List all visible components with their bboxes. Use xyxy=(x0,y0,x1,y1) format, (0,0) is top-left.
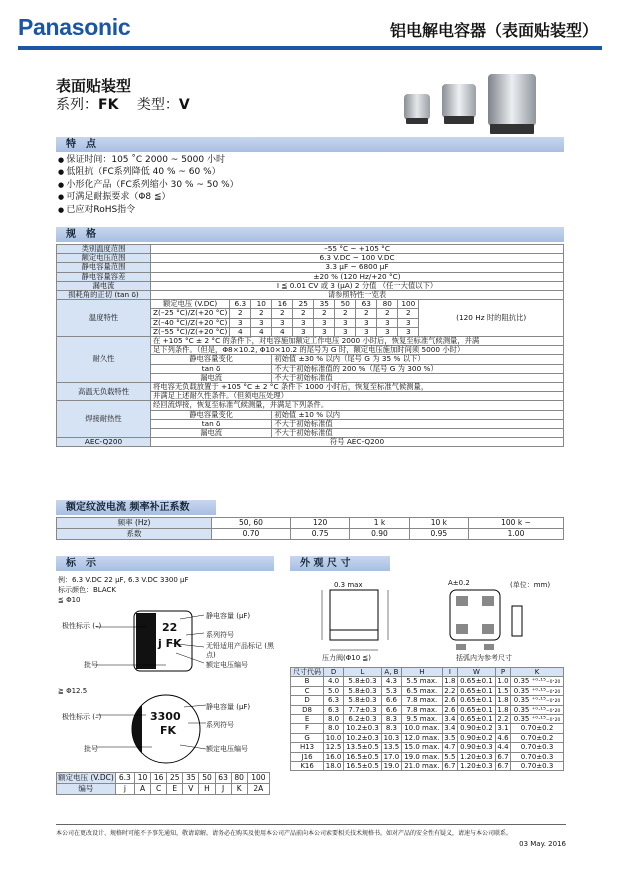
table-cell: 4.3 xyxy=(382,677,402,686)
table-cell: 4.4 xyxy=(497,743,509,752)
table-cell: 0.70±0.2 xyxy=(511,724,564,733)
series-line xyxy=(56,94,190,114)
table-cell: 2 xyxy=(398,309,419,318)
table-cell: 不大于初始标准值 xyxy=(272,373,564,382)
ripple-table xyxy=(56,517,564,540)
freq-label: 频率 (Hz) xyxy=(57,518,212,529)
table-cell: 1.8 xyxy=(497,696,509,705)
table-cell: 15.0 max. xyxy=(401,743,442,752)
table-cell: C xyxy=(291,686,324,695)
table-row xyxy=(291,762,564,771)
table-cell: 50 xyxy=(335,300,356,309)
table-cell: 10.2±0.3 xyxy=(343,733,381,742)
table-cell: 初始值 ±30 % 以内（尾号 G 为 35 % 以下） xyxy=(272,355,564,364)
table-cell: 6.3 xyxy=(115,773,134,784)
table-cell: 7.8 max. xyxy=(401,696,442,705)
table-cell: C xyxy=(151,784,167,795)
table-cell: 35 xyxy=(314,300,335,309)
spec-label: 类别温度范围 xyxy=(57,245,151,254)
table-row xyxy=(291,715,564,724)
table-row xyxy=(57,529,564,540)
table-cell: 5.8±0.3 xyxy=(343,696,381,705)
table-row xyxy=(291,677,564,686)
table-row xyxy=(57,245,564,254)
table-cell: 10.3 xyxy=(382,733,402,742)
table-cell: 0.95 xyxy=(409,529,468,540)
table-cell: 6.7 xyxy=(444,762,456,771)
table-cell: J16 xyxy=(291,752,324,761)
table-cell: 3 xyxy=(293,318,314,327)
table-cell: E xyxy=(291,715,324,724)
spec-label: 耐久性 xyxy=(57,337,151,383)
table-cell: 1 k xyxy=(350,518,409,529)
table-cell: 10 xyxy=(134,773,150,784)
table-cell: 5.0 xyxy=(324,686,344,695)
table-cell: 6.6 xyxy=(382,705,402,714)
table-cell: 5.8±0.3 xyxy=(343,677,381,686)
series-label: 系列符号 xyxy=(206,721,234,729)
table-cell: 3 xyxy=(293,327,314,336)
table-cell: 8.3 xyxy=(382,715,402,724)
marking-code-small: j FK xyxy=(158,637,182,650)
unit-label: (单位：mm) xyxy=(510,581,551,589)
table-cell: A, B xyxy=(382,668,402,677)
brand-logo: Panasonic xyxy=(18,14,131,40)
land-label: 括弧内为参考尺寸 xyxy=(456,654,512,662)
table-cell: 0.65±0.1 xyxy=(457,705,495,714)
table-cell: Z(–40 °C)/Z(+20 °C) xyxy=(151,318,230,327)
table-cell: 17.0 xyxy=(382,752,402,761)
max-label: 0.3 max xyxy=(334,581,363,589)
table-cell: 18.0 xyxy=(324,762,344,771)
table-cell: j xyxy=(115,784,134,795)
table-cell: 6.5 max. xyxy=(401,686,442,695)
table-cell: 0.90±0.2 xyxy=(457,733,495,742)
table-cell: 19.0 xyxy=(382,762,402,771)
table-cell: 5.5 max. xyxy=(401,677,442,686)
table-cell: 6.6 xyxy=(382,696,402,705)
table-cell: 静电容量变化 xyxy=(151,355,272,364)
series-label: 系列符号 xyxy=(206,631,234,639)
table-cell: 5.8±0.3 xyxy=(343,686,381,695)
features-header: 特 点 xyxy=(56,137,564,152)
table-row xyxy=(57,254,564,263)
table-cell: 4.0 xyxy=(324,677,344,686)
table-cell: 2 xyxy=(293,309,314,318)
spec-label: 漏电流 xyxy=(57,281,151,290)
table-row xyxy=(57,438,564,447)
leadfree-label: 无铅适用产品标记 (黑点) xyxy=(206,642,274,659)
table-cell: 4 xyxy=(272,327,293,336)
table-row xyxy=(57,272,564,281)
table-cell: 0.70±0.2 xyxy=(511,733,564,742)
table-row xyxy=(57,518,564,529)
table-cell: 3.1 xyxy=(497,724,509,733)
table-cell: D8 xyxy=(291,705,324,714)
code-head: 编号 xyxy=(57,784,116,795)
pressure-label: 压力阀(Φ10 ≦) xyxy=(322,654,371,662)
table-cell: 尺寸代码 xyxy=(291,668,324,677)
polarity-label: 极性标示 (–) xyxy=(62,713,102,721)
table-cell: 0.70±0.3 xyxy=(511,762,564,771)
table-cell: 3.4 xyxy=(444,724,456,733)
table-row xyxy=(291,668,564,677)
table-cell: 8.3 xyxy=(382,724,402,733)
table-row xyxy=(291,752,564,761)
footer-date: 03 May. 2016 xyxy=(519,840,566,848)
spec-label: AEC-Q200 xyxy=(57,438,151,447)
product-subtitle: 表面贴装型 xyxy=(56,77,132,95)
table-cell: 16.5±0.5 xyxy=(343,762,381,771)
table-cell: 不大于初始标准值 xyxy=(272,429,564,438)
table-cell: 63 xyxy=(356,300,377,309)
table-cell: P xyxy=(495,668,510,677)
table-cell: 4 xyxy=(251,327,272,336)
table-row xyxy=(57,291,564,300)
table-cell: 3 xyxy=(230,318,251,327)
table-cell: 1.20±0.3 xyxy=(457,752,495,761)
marking-cap-small: 22 xyxy=(162,621,178,634)
table-cell: 3 xyxy=(272,318,293,327)
table-cell: 10.0 max. xyxy=(401,724,442,733)
table-cell: 4.7 xyxy=(444,743,456,752)
table-row xyxy=(57,383,564,392)
table-cell: tan δ xyxy=(151,364,272,373)
spec-label: 焊接耐热性 xyxy=(57,401,151,438)
table-cell: 25 xyxy=(167,773,183,784)
feature-item: ● 可满足耐振要求（Φ8 ≦） xyxy=(58,191,239,203)
volt-head: 额定电压 (V.DC) xyxy=(58,773,114,782)
table-cell: 2 xyxy=(377,309,398,318)
table-cell: 10 k xyxy=(409,518,468,529)
table-cell: 4.6 xyxy=(497,733,509,742)
table-cell: 21.0 max. xyxy=(401,762,442,771)
table-cell: L xyxy=(343,668,381,677)
table-cell: 6.3 xyxy=(324,696,344,705)
spec-value: 6.3 V.DC ~ 100 V.DC xyxy=(151,254,564,263)
table-row xyxy=(57,784,270,795)
table-cell: 16 xyxy=(272,300,293,309)
table-cell: 1.8 xyxy=(444,677,456,686)
type-value: V xyxy=(178,97,190,113)
feature-item: ● 小形化产品（FC系列缩小 30 % ~ 50 %） xyxy=(58,179,239,191)
table-cell: 0.90±0.3 xyxy=(457,743,495,752)
table-cell: 3.5 xyxy=(444,733,456,742)
table-cell: 初始值 ±10 % 以内 xyxy=(272,410,564,419)
table-cell: 漏电流 xyxy=(151,373,272,382)
series-value: FK xyxy=(98,97,119,113)
table-cell: H xyxy=(199,784,215,795)
table-cell: 25 xyxy=(293,300,314,309)
spec-value: 符号 AEC-Q200 xyxy=(151,438,564,447)
table-cell: 50, 60 xyxy=(212,518,291,529)
table-cell: H xyxy=(401,668,442,677)
table-cell: J xyxy=(215,784,231,795)
table-cell: 0.70±0.3 xyxy=(511,752,564,761)
marking-cap-large: 3300 xyxy=(150,710,181,723)
feature-item: ● 保证时间：105 ˚C 2000 ~ 5000 小时 xyxy=(58,154,239,166)
specs-table xyxy=(56,244,564,447)
shelf-text: 将电容无负载放置于 +105 °C ± 2 °C 条件下 1000 小时后，恢复至标准气候测量， xyxy=(151,383,564,392)
table-cell: W xyxy=(457,668,495,677)
feature-item: ● 低阻抗（FC系列降低 40 % ~ 60 %） xyxy=(58,166,239,178)
table-cell: 2 xyxy=(314,309,335,318)
cap-label: 静电容量 (μF) xyxy=(206,703,251,711)
spec-label: 温度特性 xyxy=(57,300,151,337)
solder-text: 经回流焊接，恢复至标准气候测量，并满足下列条件。 xyxy=(151,401,564,410)
table-cell: 12.0 max. xyxy=(401,733,442,742)
table-cell: 7.8 max. xyxy=(401,705,442,714)
table-cell: 0.65±0.1 xyxy=(457,677,495,686)
table-cell: E xyxy=(167,784,183,795)
table-cell: H13 xyxy=(291,743,324,752)
spec-label: 高温无负载特性 xyxy=(57,383,151,401)
table-cell: 3 xyxy=(398,318,419,327)
table-cell: 3 xyxy=(356,327,377,336)
spec-label: 静电容量范围 xyxy=(57,263,151,272)
table-cell: 漏电流 xyxy=(151,429,272,438)
specs-header: 规 格 xyxy=(56,227,564,242)
table-cell: 7.7±0.3 xyxy=(343,705,381,714)
table-cell: 16 xyxy=(151,773,167,784)
table-cell: 80 xyxy=(377,300,398,309)
table-cell: 3 xyxy=(251,318,272,327)
table-cell: 0.90 xyxy=(350,529,409,540)
table-cell: 0.65±0.1 xyxy=(457,686,495,695)
table-cell: 静电容量变化 xyxy=(151,410,272,419)
table-row xyxy=(291,696,564,705)
spec-value: I ≦ 0.01 CV 或 3 (μA) 2 分值 （任一大值以下） xyxy=(151,281,564,290)
table-cell: 12.5 xyxy=(324,743,344,752)
table-row xyxy=(57,401,564,410)
table-cell: 0.65±0.1 xyxy=(457,715,495,724)
table-cell: 6.3 xyxy=(230,300,251,309)
table-cell: 2 xyxy=(356,309,377,318)
table-cell: 50 xyxy=(199,773,215,784)
table-cell: 0.35 ⁺⁰·¹⁵₋₀·₂₀ xyxy=(511,705,564,714)
spec-value: 3.3 μF ~ 6800 μF xyxy=(151,263,564,272)
table-cell: D xyxy=(291,696,324,705)
table-cell: 1.20±0.3 xyxy=(457,762,495,771)
table-cell: Z(–25 °C)/Z(+20 °C) xyxy=(151,309,230,318)
table-cell: 额定电压 (V.DC) xyxy=(151,300,230,309)
table-cell: 6.7 xyxy=(497,762,509,771)
table-cell: 9.5 max. xyxy=(401,715,442,724)
table-cell: 5.5 xyxy=(444,752,456,761)
spec-label: 额定电压范围 xyxy=(57,254,151,263)
table-cell: 6.3 xyxy=(324,705,344,714)
table-cell: F xyxy=(291,724,324,733)
marking-color: 标示颜色：BLACK xyxy=(58,586,117,594)
table-cell: 0.90±0.2 xyxy=(457,724,495,733)
table-cell: 1.00 xyxy=(469,529,564,540)
table-cell: 35 xyxy=(183,773,199,784)
marking-example: 例：6.3 V.DC 22 μF, 6.3 V.DC 3300 μF xyxy=(58,576,189,584)
marking-size-large: ≧ Φ12.5 xyxy=(58,687,88,695)
table-cell: 120 xyxy=(290,518,349,529)
table-cell: 3 xyxy=(377,318,398,327)
table-row xyxy=(291,705,564,714)
ripple-header: 额定纹波电流 频率补正系数 xyxy=(56,500,216,515)
table-cell: K xyxy=(511,668,564,677)
table-cell: 1.8 xyxy=(497,705,509,714)
table-cell: 0.35 ⁺⁰·¹⁵₋₀·₂₀ xyxy=(511,686,564,695)
table-cell: 10.0 xyxy=(324,733,344,742)
table-cell: 3.4 xyxy=(444,715,456,724)
coef-label: 系数 xyxy=(57,529,212,540)
marking-size-small: ≦ Φ10 xyxy=(58,596,81,604)
table-row xyxy=(291,733,564,742)
table-cell: 3 xyxy=(335,318,356,327)
table-row xyxy=(57,263,564,272)
polarity-label: 极性标示 (–) xyxy=(62,622,102,630)
table-cell: 8.0 xyxy=(324,724,344,733)
table-row xyxy=(291,686,564,695)
table-cell: 13.5±0.5 xyxy=(343,743,381,752)
table-cell: 10.2±0.3 xyxy=(343,724,381,733)
table-cell: 2.2 xyxy=(497,715,509,724)
shelf-text: 并满足上述耐久性条件。（但须电压处理） xyxy=(151,392,564,401)
series-prefix: 系列： xyxy=(56,97,98,113)
table-cell: 100 k ~ xyxy=(469,518,564,529)
voltage-code-label: 额定电压编号 xyxy=(206,661,248,669)
table-cell: I xyxy=(442,668,457,677)
table-cell: 0.35 ⁺⁰·¹⁵₋₀·₂₀ xyxy=(511,696,564,705)
table-cell: 5.3 xyxy=(382,686,402,695)
table-cell: 13.5 xyxy=(382,743,402,752)
spec-value: –55 °C ~ +105 °C xyxy=(151,245,564,254)
table-cell: 0.70 xyxy=(212,529,291,540)
table-cell: 0.70±0.3 xyxy=(511,743,564,752)
dimensions-header: 外 观 尺 寸 xyxy=(290,556,390,571)
table-cell: D xyxy=(324,668,344,677)
spec-value: 请参照特性一览表 xyxy=(151,291,564,300)
table-cell: 4 xyxy=(230,327,251,336)
table-cell: 6.7 xyxy=(497,752,509,761)
table-cell: 2 xyxy=(251,309,272,318)
marking-code-large: FK xyxy=(160,724,177,737)
cap-label: 静电容量 (μF) xyxy=(206,612,251,620)
table-cell: 2 xyxy=(335,309,356,318)
table-cell: 2 xyxy=(272,309,293,318)
table-cell: 63 xyxy=(215,773,231,784)
footer-note: 本公司在更改设计、规格时可能不予事先通知，敬请谅解。请务必在购买及使用本公司产品前向本公司索要相关技术规格书。如对产品的安全性有疑义，请速与本公司联系。 xyxy=(56,824,566,837)
lot-label: 批号 xyxy=(84,661,98,669)
table-cell: B xyxy=(291,677,324,686)
table-cell: 3 xyxy=(398,327,419,336)
table-cell: 100 xyxy=(247,773,269,784)
table-cell: 0.65±0.1 xyxy=(457,696,495,705)
table-cell: 16.0 xyxy=(324,752,344,761)
table-cell: 2.2 xyxy=(444,686,456,695)
table-cell: Z(–55 °C)/Z(+20 °C) xyxy=(151,327,230,336)
header-divider xyxy=(18,46,602,50)
table-cell: 1.5 xyxy=(497,686,509,695)
dimensions-table xyxy=(290,667,564,771)
voltage-code-table xyxy=(56,772,270,795)
spec-label: 静电容量容差 xyxy=(57,272,151,281)
table-cell: 2.6 xyxy=(444,696,456,705)
marking-header: 标 示 xyxy=(56,556,274,571)
table-cell: 0.35 ⁺⁰·¹⁵₋₀·₂₀ xyxy=(511,715,564,724)
table-cell: 100 xyxy=(398,300,419,309)
table-cell: 0.35 ⁺⁰·¹⁵₋₀·₂₀ xyxy=(511,677,564,686)
a-label: A±0.2 xyxy=(448,579,470,587)
table-cell: 1.0 xyxy=(497,677,509,686)
table-cell: 16.5±0.5 xyxy=(343,752,381,761)
table-cell: A xyxy=(134,784,150,795)
table-cell: 6.2±0.3 xyxy=(343,715,381,724)
type-prefix: 类型： xyxy=(136,97,179,113)
table-cell: tan δ xyxy=(151,419,272,428)
table-cell: V xyxy=(183,784,199,795)
table-row xyxy=(291,743,564,752)
table-cell: 2.6 xyxy=(444,705,456,714)
table-row xyxy=(57,300,564,309)
features-list xyxy=(58,154,239,216)
spec-value: ±20 % (120 Hz/+20 °C) xyxy=(151,272,564,281)
page-title: 铝电解电容器（表面贴装型） xyxy=(389,21,598,40)
table-cell: 2A xyxy=(247,784,269,795)
temp-note: (120 Hz 时的阻抗比) xyxy=(419,300,564,337)
endurance-text: 足下列条件。（但是，Φ8×10.2, Φ10×10.2 的尾号为 G 时，额定电压施加时间须 5000 小时） xyxy=(151,346,564,355)
table-cell: 3 xyxy=(314,318,335,327)
table-cell: K xyxy=(231,784,247,795)
table-cell: 10 xyxy=(251,300,272,309)
table-cell: 不大于初始标准值的 200 %（尾号 G 为 300 %） xyxy=(272,364,564,373)
feature-item: ● 已应对RoHS指令 xyxy=(58,204,239,216)
endurance-text: 在 +105 °C ± 2 °C 的条件下，对电容施加额定工作电压 2000 小时后，恢复至标准气候测量，并满 xyxy=(151,337,564,346)
spec-label: 损耗角的正切 (tan δ) xyxy=(57,291,151,300)
table-cell: 3 xyxy=(377,327,398,336)
table-cell: 不大于初始标准值 xyxy=(272,419,564,428)
table-cell: 3 xyxy=(356,318,377,327)
table-cell: 2 xyxy=(230,309,251,318)
lot-label: 批号 xyxy=(84,745,98,753)
table-cell: 8.0 xyxy=(324,715,344,724)
table-row xyxy=(57,773,270,784)
table-cell: 3 xyxy=(314,327,335,336)
voltage-code-label: 额定电压编号 xyxy=(206,745,248,753)
table-row xyxy=(291,724,564,733)
table-cell: 3 xyxy=(335,327,356,336)
table-cell: 0.75 xyxy=(290,529,349,540)
table-cell: 19.0 max. xyxy=(401,752,442,761)
product-photo xyxy=(404,74,538,138)
table-cell: 80 xyxy=(231,773,247,784)
table-cell: K16 xyxy=(291,762,324,771)
table-cell: G xyxy=(291,733,324,742)
